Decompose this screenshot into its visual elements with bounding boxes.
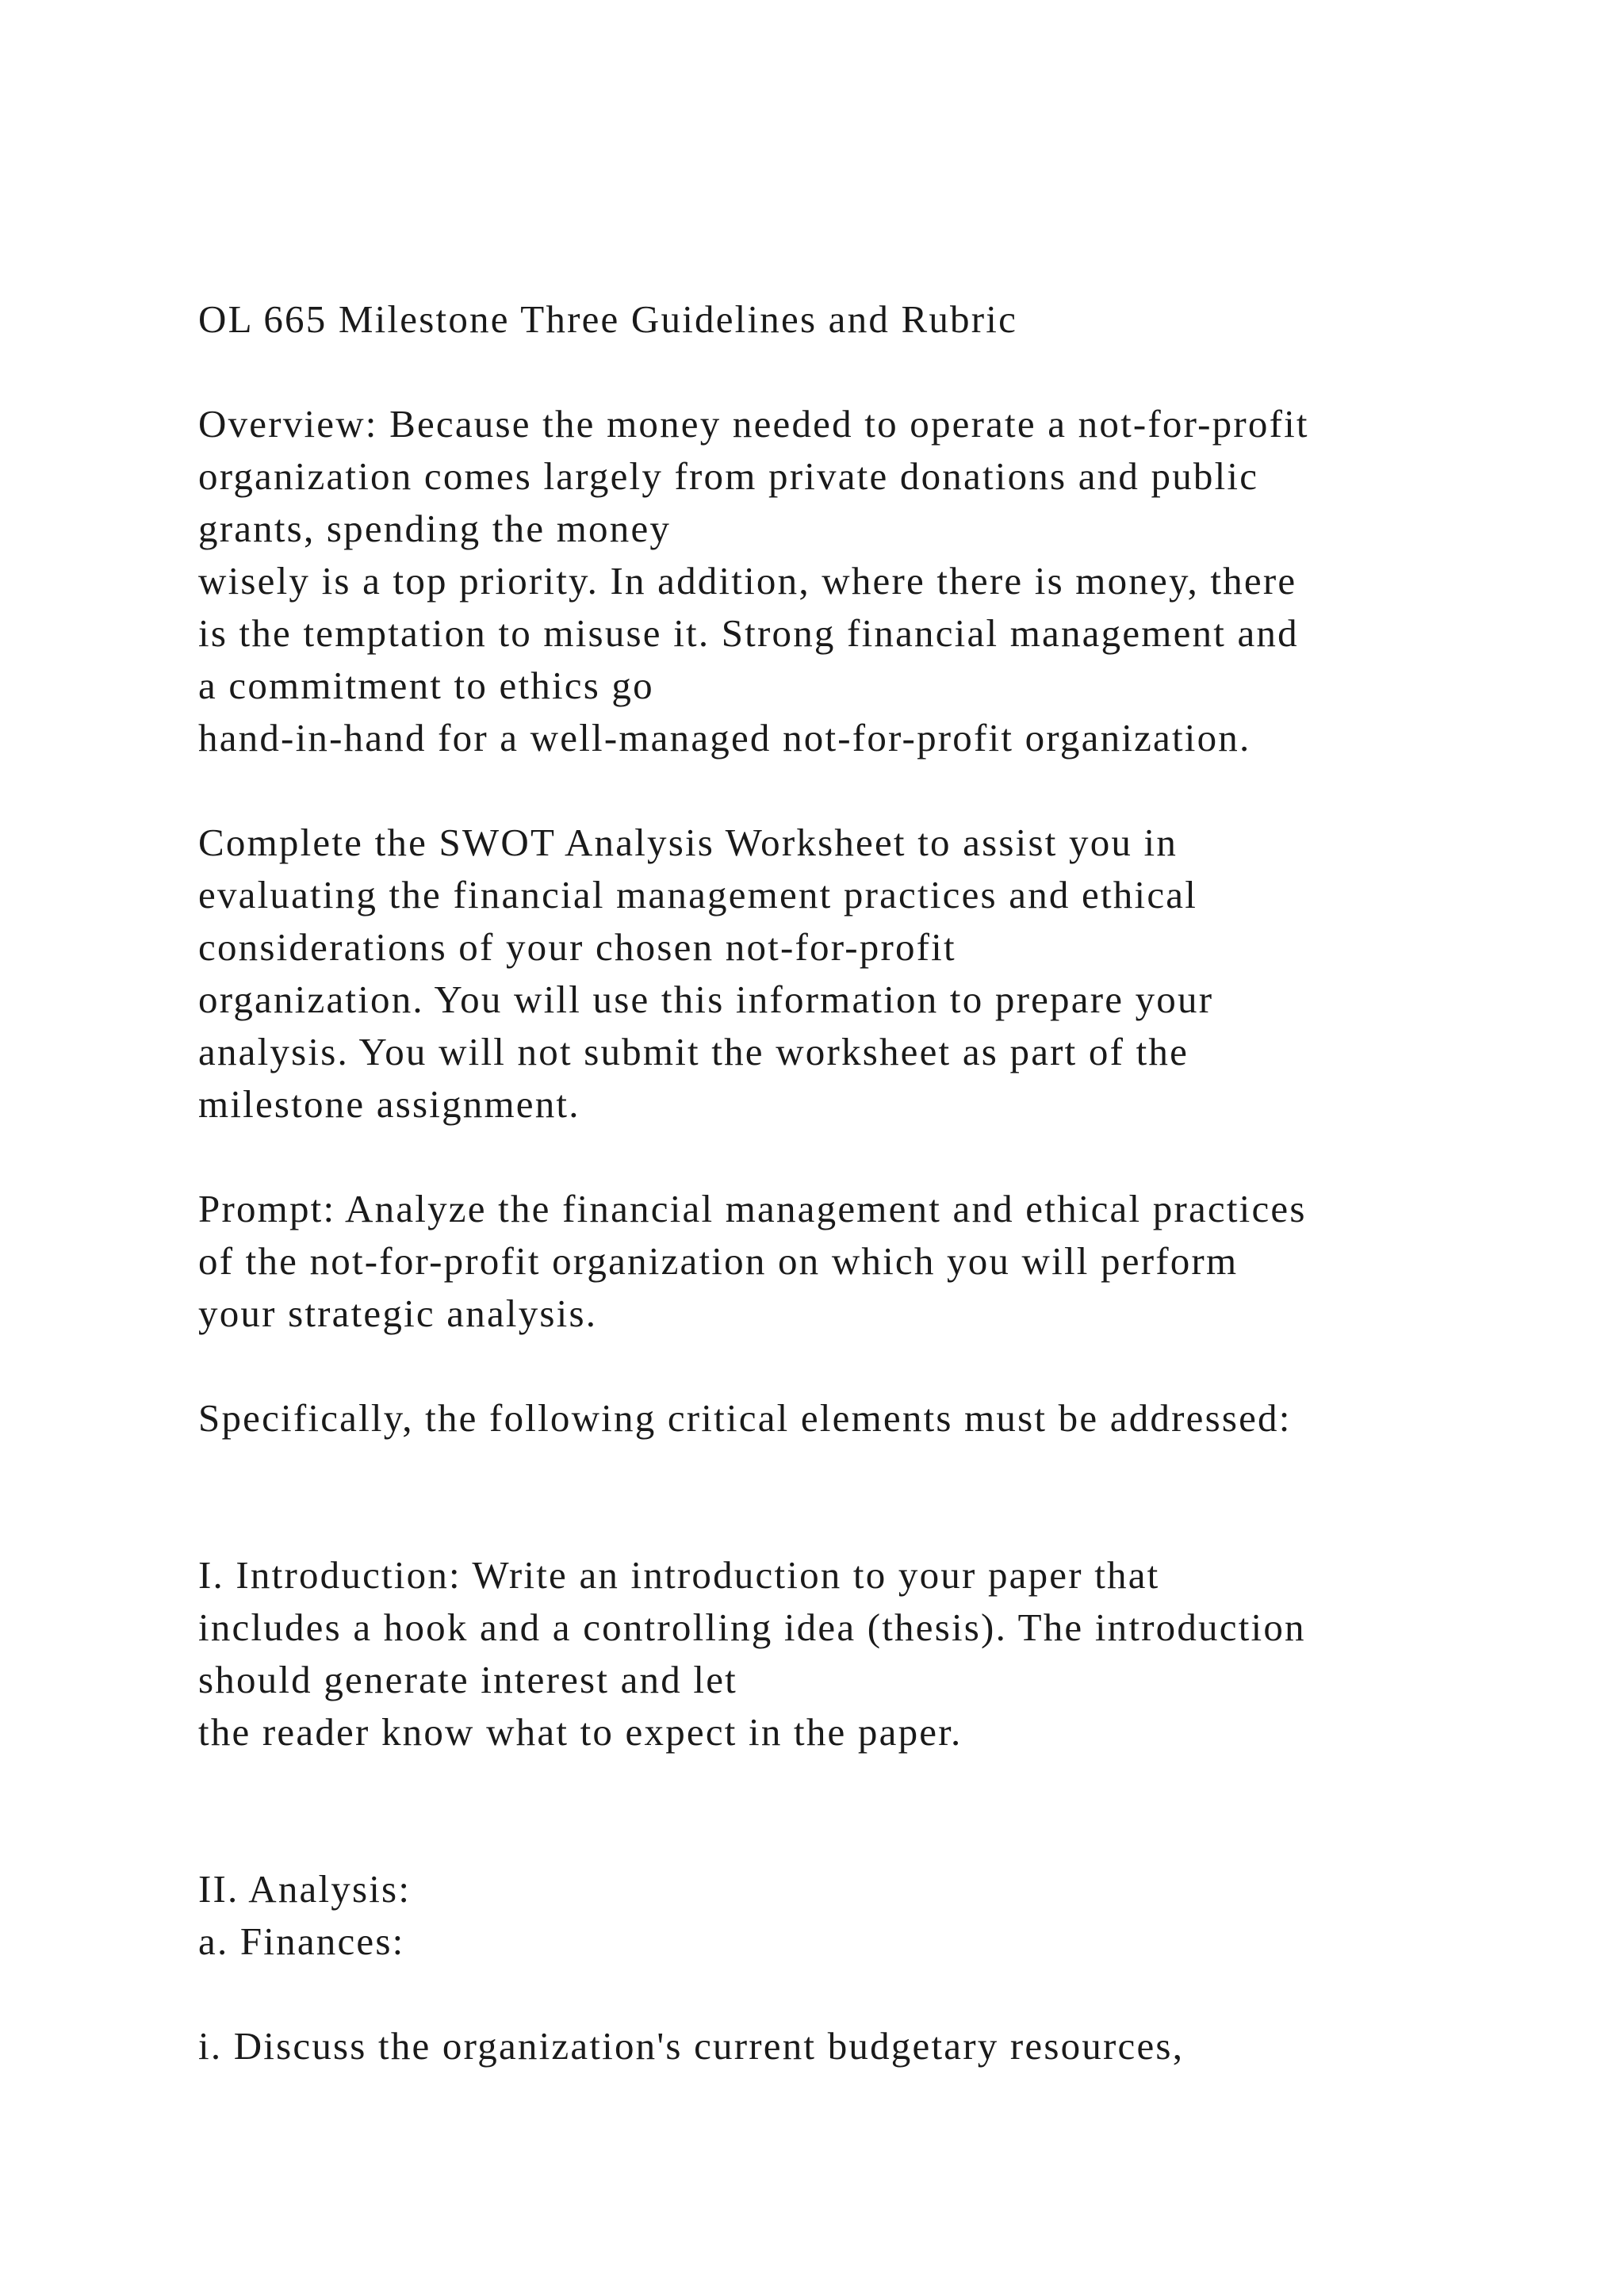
prompt-line: your strategic analysis. — [198, 1292, 598, 1335]
introduction-line: the reader know what to expect in the paper. — [198, 1710, 963, 1754]
introduction-line: I. Introduction: Write an introduction to your paper that — [198, 1553, 1160, 1597]
overview-line: wisely is a top priority. In addition, where there is money, there — [198, 559, 1297, 603]
prompt-line: Prompt: Analyze the financial management and ethical practices — [198, 1187, 1307, 1230]
overview-paragraph — [198, 398, 1578, 764]
overview-line: Overview: Because the money needed to operate a not-for-profit — [198, 402, 1309, 446]
prompt-line: of the not-for-profit organization on which you will perform — [198, 1239, 1239, 1283]
swot-line: milestone assignment. — [198, 1082, 580, 1126]
swot-line: Complete the SWOT Analysis Worksheet to assist you in — [198, 821, 1178, 864]
introduction-line: includes a hook and a controlling idea (thesis). The introduction — [198, 1605, 1306, 1649]
document-title: OL 665 Milestone Three Guidelines and Rubric — [198, 297, 1018, 341]
introduction-paragraph — [198, 1549, 1578, 1758]
introduction-line: should generate interest and let — [198, 1658, 737, 1701]
overview-line: is the temptation to misuse it. Strong financial management and — [198, 611, 1299, 655]
discuss-budget-line: i. Discuss the organization's current budgetary resources, — [198, 2024, 1185, 2068]
swot-line: evaluating the financial management practices and ethical — [198, 873, 1198, 916]
critical-elements-intro: Specifically, the following critical elements must be addressed: — [198, 1396, 1292, 1440]
prompt-paragraph — [198, 1183, 1578, 1340]
document-body — [198, 293, 1578, 2072]
swot-line: considerations of your chosen not-for-profit — [198, 925, 956, 969]
overview-line: grants, spending the money — [198, 507, 672, 550]
overview-line: organization comes largely from private donations and public — [198, 454, 1259, 498]
overview-line: hand-in-hand for a well-managed not-for-profit organization. — [198, 716, 1251, 760]
swot-line: organization. You will use this information to prepare your — [198, 978, 1214, 1021]
swot-line: analysis. You will not submit the worksheet as part of the — [198, 1030, 1189, 1073]
analysis-heading: II. Analysis: — [198, 1867, 412, 1911]
overview-line: a commitment to ethics go — [198, 664, 654, 707]
finances-heading: a. Finances: — [198, 1919, 405, 1963]
swot-paragraph — [198, 817, 1578, 1131]
